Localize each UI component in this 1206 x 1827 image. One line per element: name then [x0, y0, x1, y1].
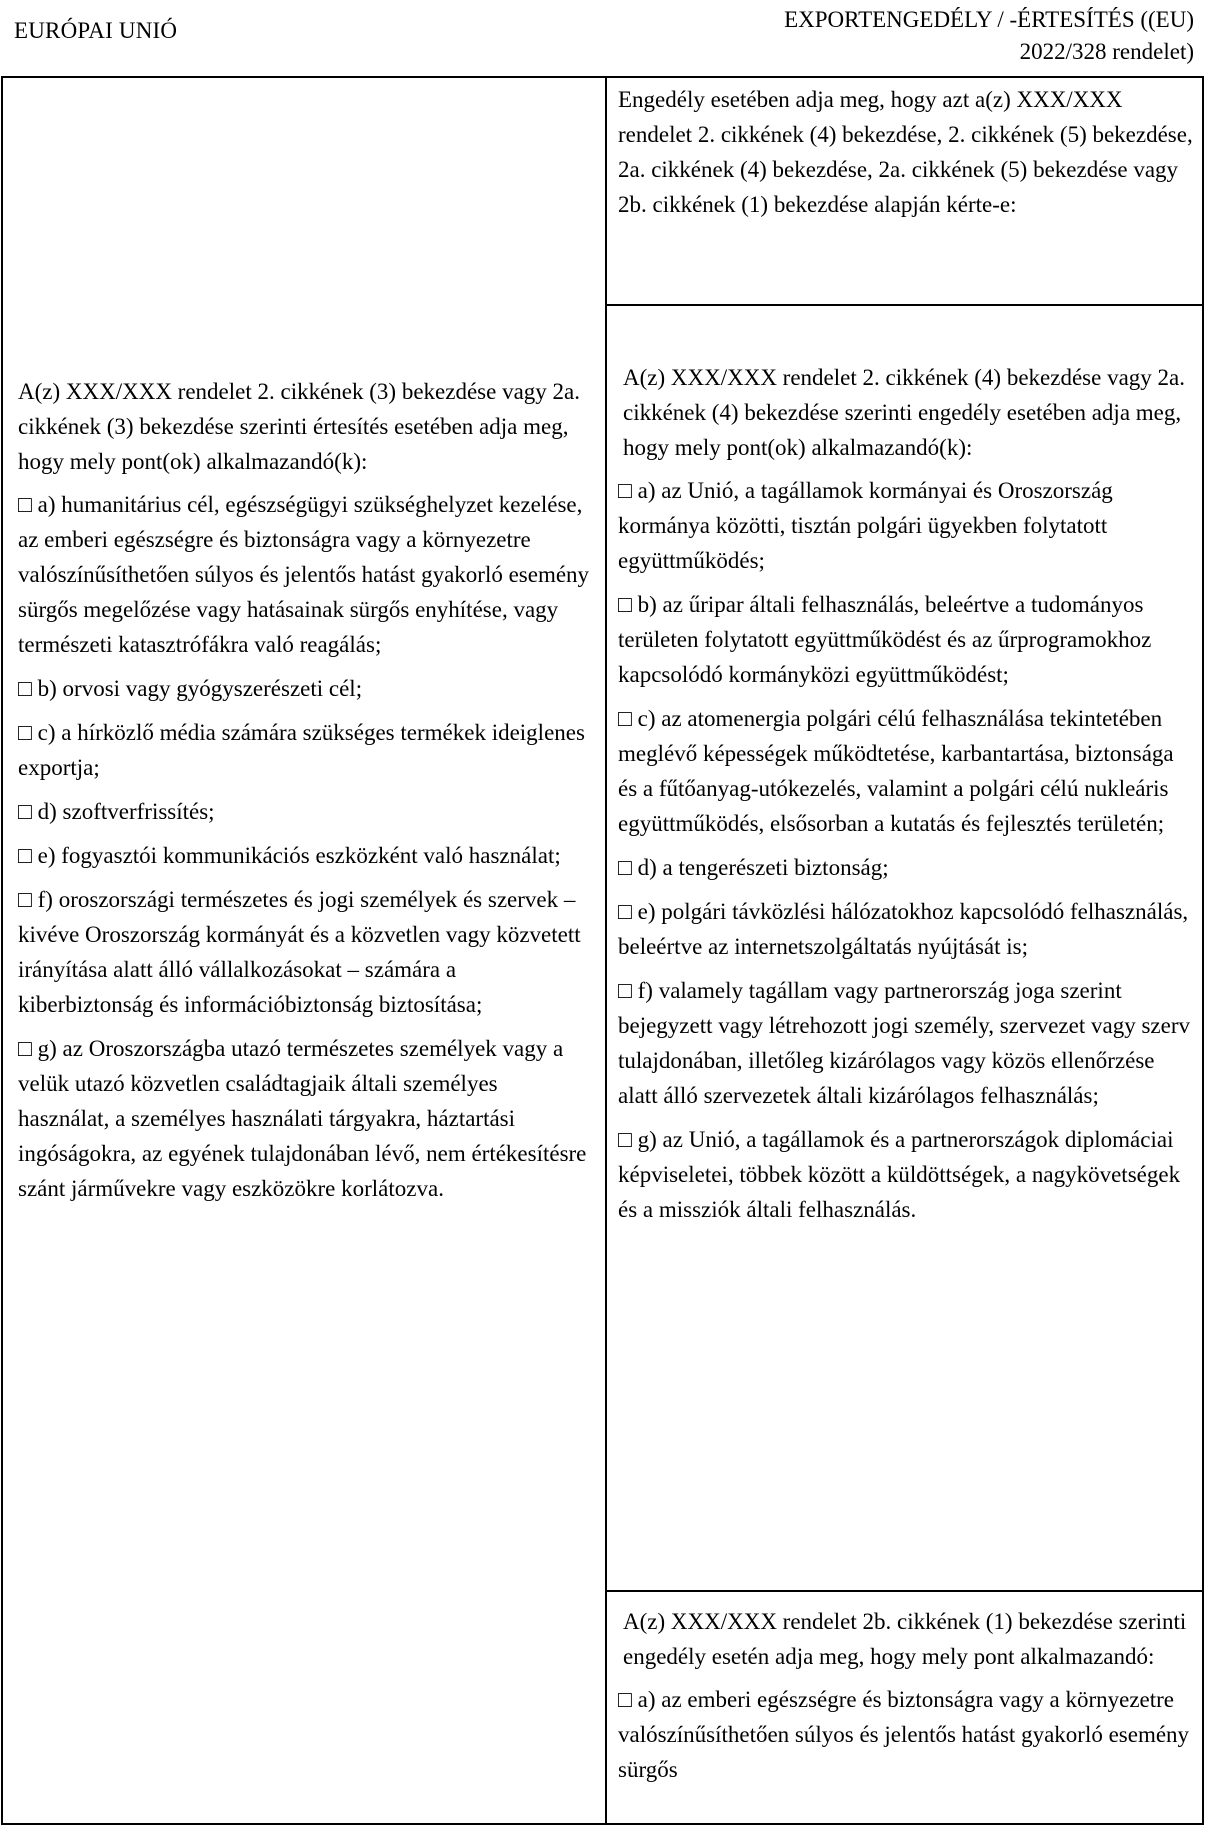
- licence-option-d[interactable]: □ d) a tengerészeti biztonság;: [618, 855, 889, 880]
- header-form-title-line1: EXPORTENGEDÉLY / -ÉRTESÍTÉS ((EU): [784, 7, 1194, 32]
- notification-question: A(z) XXX/XXX rendelet 2. cikkének (3) bekezdése vagy 2a. cikkének (3) bekezdése szerinti értesítés esetében adja meg, hogy mely pont(ok) alkalmazandó(k):: [18, 379, 580, 474]
- article-2b-option-a[interactable]: □ a) az emberi egészségre és biztonságra vagy a környezetre valószínűsíthetően súlyos és jelentős hatást gyakorló esemény sürgős: [618, 1687, 1190, 1782]
- article-2b-question: A(z) XXX/XXX rendelet 2b. cikkének (1) bekezdése szerinti engedély esetén adja meg, hogy mely pont alkalmazandó:: [623, 1609, 1187, 1669]
- licence-option-c[interactable]: □ c) az atomenergia polgári célú felhasználása tekintetében meglévő képességek működtetése, karbantartása, biztonsága és a fűtőanyag-utókezelés, valamint a polgári célú nukleáris együttműködés, elsősorban a kutatás és fejlesztés területén;: [618, 706, 1174, 836]
- licence-option-f[interactable]: □ f) valamely tagállam vagy partnerország joga szerint bejegyzett vagy létrehozott jogi személy, szervezet vagy szerv tulajdonában, illetőleg kizárólagos vagy közös ellenőrzése alatt álló szervezetek általi kizárólagos felhasználás;: [618, 978, 1190, 1108]
- row-divider-2: [605, 1590, 1202, 1592]
- notification-option-f[interactable]: □ f) oroszországi természetes és jogi személyek és szervek – kivéve Oroszország kormányát és a közvetlen vagy közvetett irányítása alatt álló vállalkozásokat – számára a kiberbiztonság és információbiztonság biztosítása;: [18, 887, 581, 1017]
- article-2b-points-section: [618, 1604, 1193, 1796]
- notification-option-b[interactable]: □ b) orvosi vagy gyógyszerészeti cél;: [18, 676, 363, 701]
- header-form-title: [594, 4, 1194, 68]
- licence-option-g[interactable]: □ g) az Unió, a tagállamok és a partnerországok diplomáciai képviseletei, többek között a küldöttségek, a nagykövetségek és a missziók általi felhasználás.: [618, 1127, 1181, 1222]
- notification-option-e[interactable]: □ e) fogyasztói kommunikációs eszközként való használat;: [18, 843, 561, 868]
- licence-option-b[interactable]: □ b) az űripar általi felhasználás, beleértve a tudományos területen folytatott együttműködést és az űrprogramokhoz kapcsolódó kormányközi együttműködést;: [618, 592, 1152, 687]
- header-form-title-line2: 2022/328 rendelet): [1019, 39, 1194, 64]
- legal-basis-question: Engedély esetében adja meg, hogy azt a(z) XXX/XXX rendelet 2. cikkének (4) bekezdése, 2. cikkének (5) bekezdése, 2a. cikkének (4) bekezdése, 2a. cikkének (5) bekezdése vagy 2b. cikkének (1) bekezdése alapján kérte-e:: [618, 87, 1193, 217]
- licence-points-section: [618, 360, 1193, 1236]
- notification-option-c[interactable]: □ c) a hírközlő média számára szükséges termékek ideiglenes exportja;: [18, 720, 585, 780]
- form-table: [1, 76, 1204, 1825]
- column-divider: [605, 78, 607, 1823]
- header-union-title: EURÓPAI UNIÓ: [14, 18, 178, 43]
- notification-option-a[interactable]: □ a) humanitárius cél, egészségügyi szükséghelyzet kezelése, az emberi egészségre és biztonságra vagy a környezetre valószínűsíthetően súlyos és jelentős hatást gyakorló esemény sürgős megelőzése vagy hatásainak sürgős enyhítése, vagy természeti katasztrófákra való reagálás;: [18, 492, 590, 657]
- notification-option-g[interactable]: □ g) az Oroszországba utazó természetes személyek vagy a velük utazó közvetlen családtagjaik általi személyes használat, a személyes használati tárgyakra, háztartási ingóságokra, az egyének tulajdonában lévő, nem értékesítésre szánt járművekre vagy eszközökre korlátozva.: [18, 1036, 587, 1201]
- licence-option-a[interactable]: □ a) az Unió, a tagállamok kormányai és Oroszország kormánya közötti, tisztán polgári ügyekben folytatott együttműködés;: [618, 478, 1113, 573]
- licence-option-e[interactable]: □ e) polgári távközlési hálózatokhoz kapcsolódó felhasználás, beleértve az internetszolgáltatás nyújtását is;: [618, 899, 1189, 959]
- legal-basis-question-cell: [618, 82, 1193, 231]
- notification-points-section: [18, 374, 593, 1215]
- licence-question: A(z) XXX/XXX rendelet 2. cikkének (4) bekezdése vagy 2a. cikkének (4) bekezdése szerinti engedély esetében adja meg, hogy mely pont(ok) alkalmazandó(k):: [623, 365, 1185, 460]
- row-divider-1: [605, 304, 1202, 306]
- notification-option-d[interactable]: □ d) szoftverfrissítés;: [18, 799, 215, 824]
